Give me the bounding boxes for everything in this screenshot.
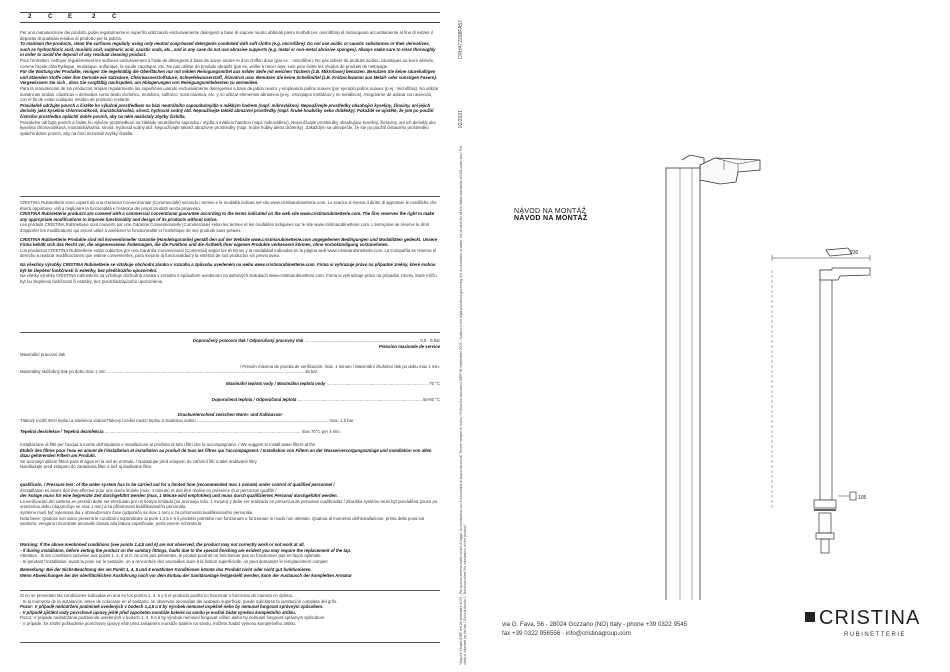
qualification-it: qualificato. / Pressure test: of the water system has to be carried out for a limited time (recommended max 1 minute) under control of qualified personnel / [20, 482, 335, 487]
company-address [502, 620, 687, 638]
divider [20, 642, 440, 643]
qualification-note: Nota bene: Qualora non siano presenti le condizioni soprindicate ai punti 1,4,5 e 6 il prodotto potrebbe non funzionare o funzionare in modo non ottimale. Qualora al momento dell'installazione, prima della posa sul sanitario, vengano riscontrate anomalie dovute alla fattura superficiale, potrà essere richiesta la [20, 515, 425, 527]
product-code: CRH472208FA57 [458, 20, 464, 60]
fax-line: fax +39 0322 956556 - info@cristinagroup.com [502, 630, 631, 637]
warranty-fr: Les produits CRISTINA Rubinetterie sont couverts par une Garantie Conventionnelle (Commerciale) selon les termes et les modalités indiquées sur le site www.cristinarubinetterie.com. L'entreprise se réserve le droit d'apporter les modifications qui seront utiles à améliorer la fonctionnalité et l'esthétique de ses produits sans préavis. [20, 222, 429, 233]
warning-cs2: - V případě zjištění vady povrchové úpravy ještě před započetím montáže baterie na sanitu je možné žádat výměnu kompletního artiklu. [20, 609, 297, 615]
spec-work-pressure-label: Doporučený pracovní tlak / Odporúčaný pracovný tlak [192, 338, 304, 343]
warranty-es: Los productos CRISTINA Rubinetterie están cubiertos por una Garantía Convencional (Comercial) según los términos y la modalidad indicados en la página web www.cristinarubinetterie.com. La Compañía se reserva el derecho a realizar modificaciones que estime convenientes, para mejorar la funcionalidad y la estética de sus productos sin previo aviso. [20, 247, 437, 259]
warning-section-2 [20, 593, 440, 627]
warning-de2: Wenn Abweichungen bei der oberflächlichen Ausführung nach vor dem Einbau der Sanitäranlage festgestellt werden, kann der Austausch der kompletten Armatur [20, 572, 352, 578]
warning-es2: - Si al momento de la instalación, antes de colocarse en el sanitario, se observan anomalías del acabado superficial, puede solicitarse la sustitución completa del grifo. [20, 598, 338, 604]
spec-disinfect-label: Tepelná desinfekce / Tepelná dezinfekcia [20, 429, 104, 435]
warning-en: Warning: If the above mentioned conditions (see points 1,4,5 and 6) are not observed, the product may not correctly work or not work at all. [20, 542, 305, 547]
qualification-sk: systému musí byť vykonaná iba v obmedzenom čase (odporúča sa max 1 min) a za prítomnosti kvalifikovaného personálu. [20, 509, 254, 515]
warning-es: Si no se presentan las condiciones indicadas en una en los puntos 1, 4, 5 y 6 el producto podría no funcionar o funcionar de manera no óptima. [20, 593, 294, 598]
brand-square-icon [805, 612, 815, 622]
brand-logo-text: CRISTINA [819, 607, 921, 629]
warning-fr2: - Si pendant l'installation, avant la pose sur le sanitaire, on a rencontrée des anomalies dues à la finition superficielle, on peut demander le remplacement complet [20, 558, 328, 564]
filters-fr: Établir des filtres pour l'eau en amont de l'installation et installation au produit de tous les filtres qui l'accompagnent. / Installation von Filtern an der Wasserversorgungsanlage und Installation von allen dazu gehörenden Filtern am Produkt. [20, 447, 432, 459]
warranty-cs: Na všechny výrobky CRISTINA Rubinetterie se vztahuje obchodní záruka v rozsahu a způsobu uvedeném na webu www.cristinarubinetterie.com. Firma si vyhrazuje právo na případné změny, které mohou být ke zlepšení funkčnosti či estetiky, bez předchozího upozornění. [20, 261, 436, 273]
header-char: 2 [92, 14, 96, 20]
warning-sk: Pozor: V prípade nedodržania podmienok uvedených v bodoch 1, 4, 5 a 6 by výrobok nemusel fungovať vôbec alebo by nemusel fungovať správnym spôsobom. [20, 615, 326, 621]
header-char: E [68, 14, 73, 20]
faucet-elevation [772, 248, 870, 553]
warranty-sk: Na všetky výrobky CRISTINA rubinetterie sa vzťahuje obchodná záruka v rozsahu a spôsobom uvedenom na webových stránkach www.cristinarubinetterie.com. Firma si vyhradzuje právo na prípadné zmeny, ktoré môžu byť ku zlepšeniu funkčnosti či estetiky, bez predchádzajúceho upozornenia. [20, 273, 437, 284]
spec-max-temp-label: Maximální teplota vody / Maximálna teplota vody [225, 380, 326, 386]
filters-sk: Nainštalujte pred vstupom do zariadenia filter a tiež aj dodávané filtre. [20, 464, 153, 470]
dimension-width: 230 [850, 250, 859, 256]
warning-sk2: - V prípade, že zistíte poškodenie povrchovej úpravy ešte pred zahájením montáže batérie na sanitu, môžete žiadať výmenu kompletného artiklu. [20, 620, 297, 626]
spec-test-pressure-label: Maximálny skúšobný tlak po dobu max 1 min. [20, 369, 107, 375]
qualification-de: der Anlage muss für eine begrenzte Zeit durchgeführt werden (max. 1 Minute wird empfohlen) und muss durch qualifiziertes Personal durchgeführt werden. [20, 493, 338, 499]
qualification-section [20, 482, 440, 527]
spec-rec-temp-label: Doporučená teplota / Odporúčaná teplota [211, 396, 297, 402]
brand-sub-text: RUBINETTERIE [844, 632, 907, 638]
warranty-de: CRISTINA Rubinetterie Produkte sind mit konventioneller Garantie (Handelsgarantie) gemäß den auf der Website www.cristinarubinetterie.com angegebenen Bedingungen und Modalitäten gedeckt. Unsere Firma behält sich das Recht vor, die angemessenen Änderungen, die die Funktion und die Ästhetik ihrer eigenen Produkte verbessern können, ohne Vorankündigung vorzunehmen. [20, 236, 438, 248]
spec-max-pressure-it: Pression maximale de service [378, 343, 440, 349]
maintenance-section [20, 30, 440, 136]
maintenance-sk: Pravidelne udržujte povrch a čistite ho výlučne prostriedkom na základe neutrálneho saponátu / mydla a mäkkou handrou (napr. mikrovlákno). Nepoužívajte prostriedky obsahujúce kyseliny, žieraviny, ani ich deriváty ako kyselina chlorovodíková, muriatická/soľná, sírová, hydroxid sodný atď. Nepoužívajte taktiež abrazívne prostriedky (napr. hrubé hubky alebo drôtenky). Zakaždým sa ubezpečte, že ste po použití čistiaceho prostriedku opláchli dobre povrch, aby na ňom nezostali zvyšky čistidla. [20, 119, 436, 136]
address-line: via G. Fava, 56 - 28024 Gozzano (NO) Italy - phone +39 0322 9545 [502, 621, 688, 628]
instructions-title: NÁVOD NA MONTÁŽ [514, 208, 587, 215]
maintenance-en: To maintain the products, clean the surfaces regularly using only neutral soap-based detergents combined with soft cloths (e.g. microfibre). Do not use acidic or caustic substances or their derivatives, such as hydrochloric acid, muriatic acid, sulphuric acid, caustic soda, etc., and in any case do not use abrasive supports (e.g. metal or non-metal abrasive sponges). Always make sure to rinse thoroughly in order to avoid the deposit of any residual cleaning product. [20, 41, 436, 58]
header-char: Č [48, 14, 53, 20]
maintenance-cs: Pravidelně udržujte povrch a čistěte ho výlučně prostředkem na bázi neutrálního saponátu/mýdla a měkkým hadrem (např. mikrovlákno). Nepoužívejte prostředky obsahující kyseliny, žíraviny, ani jejich deriváty jako kyselina chlorovodíková, muriatická/solná, sírová, hydroxid sodný atd. Nepoužívejte taktéž abrazivní prostředky (např. hrubé houbičky nebo drátěnky). Pokaždé se ujistěte, že jste po použití čisticího prostředku opláchli dobře povrch, aby na něm nezůstaly zbytky čistidla. [20, 102, 434, 119]
warning-cs: Pozor: V případě nedodržení podmínek uvedených v bodech 1,4,5 a 6 by výrobek nemusel úspěšně nebo by nemusel fungovat správným způsobem. [20, 604, 324, 610]
filters-es: Se aconseja utilizar filtros para el agua en la red de entrada. / Naistalujte před vstupem do zařízení filtr a také dodávané filtry [20, 458, 257, 464]
qualification-es: La verificación del sistema en presión debe ser efectuado por un tiempo limitado (se aconseja máx. 1 minuto) y debe ser realizado en presencia de personas cualificadas / Zkouška systému musí být prováděna pouze po omezenou dobu (doporučuje se max 1 min) a za přítomnosti kvalifikovaného personálu. [20, 498, 438, 510]
divider [20, 332, 440, 333]
warning-en2: - If during installation, before setting the product on the sanitary fittings, faults due to the special finishing are evident you may require the replacement of the tap. [20, 547, 352, 553]
spec-diff-value: max. 1,5 bar [329, 417, 354, 423]
maintenance-es: Para la manutención de los productos, limpiar regularmente las superficies usando exclusivamente detergentes a base de jabón neutro y empleando paños suaves (por ejemplo paños suaves (p.ej.: microfibra). No utilizar sustancias ácidas, cáusticas o derivados como ácido clorídrico, muriático, sulfúrico, sosa cáustica, etc. y no utilizar elementos abrasivos (p.ej.: estropajos metálicos y no metálicos). Asegúrarse de aclarar con atención, con el fin de evitar cualquier residuo de producto restante. [20, 85, 439, 103]
maintenance-fr: Pour l'entretien, nettoyer régulièrement les surfaces exclusivement à l'aide de détergents à base de savon neutre et d'un chiffon doux (par ex. : microfibre). Ne pas utiliser de produits acides, caustiques ou leurs dérivés, comme l'acide chlorhydrique, muriatique, sulfurique, la soude caustique, etc. Ne pas utiliser de produits abrasifs (par ex. veiller à rincer avec soin pour éviter les résidus de produits de nettoyage. [20, 57, 435, 69]
maintenance-de: Für die Wartung der Produkte, reinigen Sie regelmäßig die Oberflächen nur mit milden Reinigungsmittel aus milder Seife mit weichen Tüchern (z.B. Mikrofaser) benutzen. Benutzen Sie keine säurehaltigen und ätzenden Stoffe oder ihre Derivate wie Salzsäure, Chlorwasserstoffsäure, Schwefelwasserstoff, Ätznatron usw. Benutzen Sie keine Scheifmittel (z.B. Kratzschwamm aus Metall- oder sonstigen Fasern). Vergewissern Sie sich , dass Sie sorgfältig nachspülen, um Ablagerungen von Reinigungsmittelresten zu vermeiden. [20, 69, 437, 86]
spec-test-pressure-value: 16 bar [304, 369, 318, 375]
header-bar [20, 12, 440, 23]
warranty-en: CRISTINA Rubinetterie products are covered with a commercial conventional guarantee according to the terms indicated on the web site www.cristinarubinetterie.com. The firm reserves the right to make any appropriate modifications to improve functionality and design of its products without notice. [20, 211, 435, 222]
header-char: Č [112, 14, 117, 20]
spec-work-pressure-value: 0,5 - 5 bar [420, 338, 440, 343]
spec-rec-temp-value: 50-60 °C [422, 396, 440, 402]
dimension-height: 105 [858, 495, 867, 501]
divider [20, 196, 440, 197]
spec-max-pressure-label: Maximální pracovní tlak [20, 352, 66, 358]
specs-section: Doporučený pracovní tlak / Odporúčaný pracovný tlak ................................................................................................ 0,5 - 5 bar Pression maximale de service Maximální pracovní tlak / Presión máxima de prueba de verificación, máx. 1 minuto / Maximální zkušební tlak po dobu max 1 min. Maximálny skúšobný tlak po dobu max 1 min. .................................................................................................................................................................... 16 bar Maximální teplota vody / Maximálna teplota vody ..................................................................................... 70 °C Doporučená teplota / Odporúčaná teplota ........................................................................................................ 50-60 °C Druckunterschied zwischen Warm- und Kaltwasser Tlakový rozdíl mezi teplou a studenou vodou/Tlakový rozdiel medzi teplou a studenou vodou .............................................................................................................. max. 1,5 bar Tepelná desinfekce / Tepelná dezinfekcia .................................................................................................................................................................... max 70°C per 4 min [20, 338, 440, 435]
spec-diff-title: Druckunterschied zwischen Warm- und Kaltwasser [177, 412, 283, 418]
warning-section [20, 542, 440, 579]
filters-section [20, 442, 440, 470]
spec-max-temp-value: 70 °C [429, 380, 440, 386]
faucet-perspective [666, 155, 760, 600]
maintenance-it: Per una manutenzione dei prodotti, pulire regolarmente le superfici utilizzando esclusivamente detergenti a base di sapone neutro abbinati panni morbidi (es. microfibra) di risciacquare accuratamente al fine di evitare il deposito di qualsiasi residuo di prodotto per la pulizia. [20, 30, 433, 41]
warranty-it: CRISTINA Rubinetterie sono coperti da una Garanzia Convenzionale (Commerciale) secondo i termini e le modalità indicati nel sito www.cristinarubinetterie.com. Lo scarico si riserva il diritto di apportare le modifiche che riterrà opportune, utili a migliorare la funzionalità e l'estetica dei propri prodotti senza preavviso. [20, 200, 437, 211]
warning-de: Bemerkung: Bei der Nicht-Beachtung der am Punkt 1, 4, 5 und 6 erwähnten Konditionen könnte das Produkt nicht oder nicht gut funktionieren. [20, 567, 312, 573]
header-char: 2 [28, 14, 32, 20]
qualification-fr: d'installation es assez doit être effectué pour une durée limitée (max. 1 minute) et doit être réalisé en présence d'un personnel qualifié / [20, 487, 277, 493]
instructions-title-bold: NÁVOD NA MONTÁŽ [514, 215, 588, 222]
faucet-technical-drawing [600, 130, 900, 600]
spec-diff-label: Tlakový rozdíl mezi teplou a studenou vodou/Tlakový rozdiel medzi teplou a studenou vodou [20, 417, 196, 423]
warranty-section [20, 200, 440, 284]
revision-date: 02/2021 [458, 110, 464, 129]
warning-fr: Attention : Si les conditions susvisée aux points 1, 4, 5 et 6, ne sont pas présentes, le produit pourrait ne fonctionner pas ou fonctionner pas en façon optimale. [20, 553, 322, 559]
spec-test-pressure-it: / Presión máxima de prueba de verificación, máx. 1 minuto / Maximální zkušební tlak po dobu max 1 min. [239, 363, 440, 369]
divider [20, 590, 440, 591]
side-note: "Seguire il foglio IDRP del 26 settembre 2009 - Per quanto previsto dalle norme di legge, la circolazione non è consentita di acqua da veicoli 'Tenere sempre di nuovo' / Follow the document IDRP 26 September 2009 - Subject to the legal provisions governing the re-circulation of water, the product for all the Italian standards of ISO-water law / The utility is informed by the tap / Consult Annex 1 'Technical sheet' for information on the product." [459, 145, 467, 665]
filters-it: Installazione di filtri per l'acqua a monte dell'impianto e installazione al prodotto di tutti i filtri che lo accompagnano. / We suggest to install water filters at the [20, 442, 316, 447]
spec-disinfect-value: max 70°C per 4 min [301, 429, 340, 435]
